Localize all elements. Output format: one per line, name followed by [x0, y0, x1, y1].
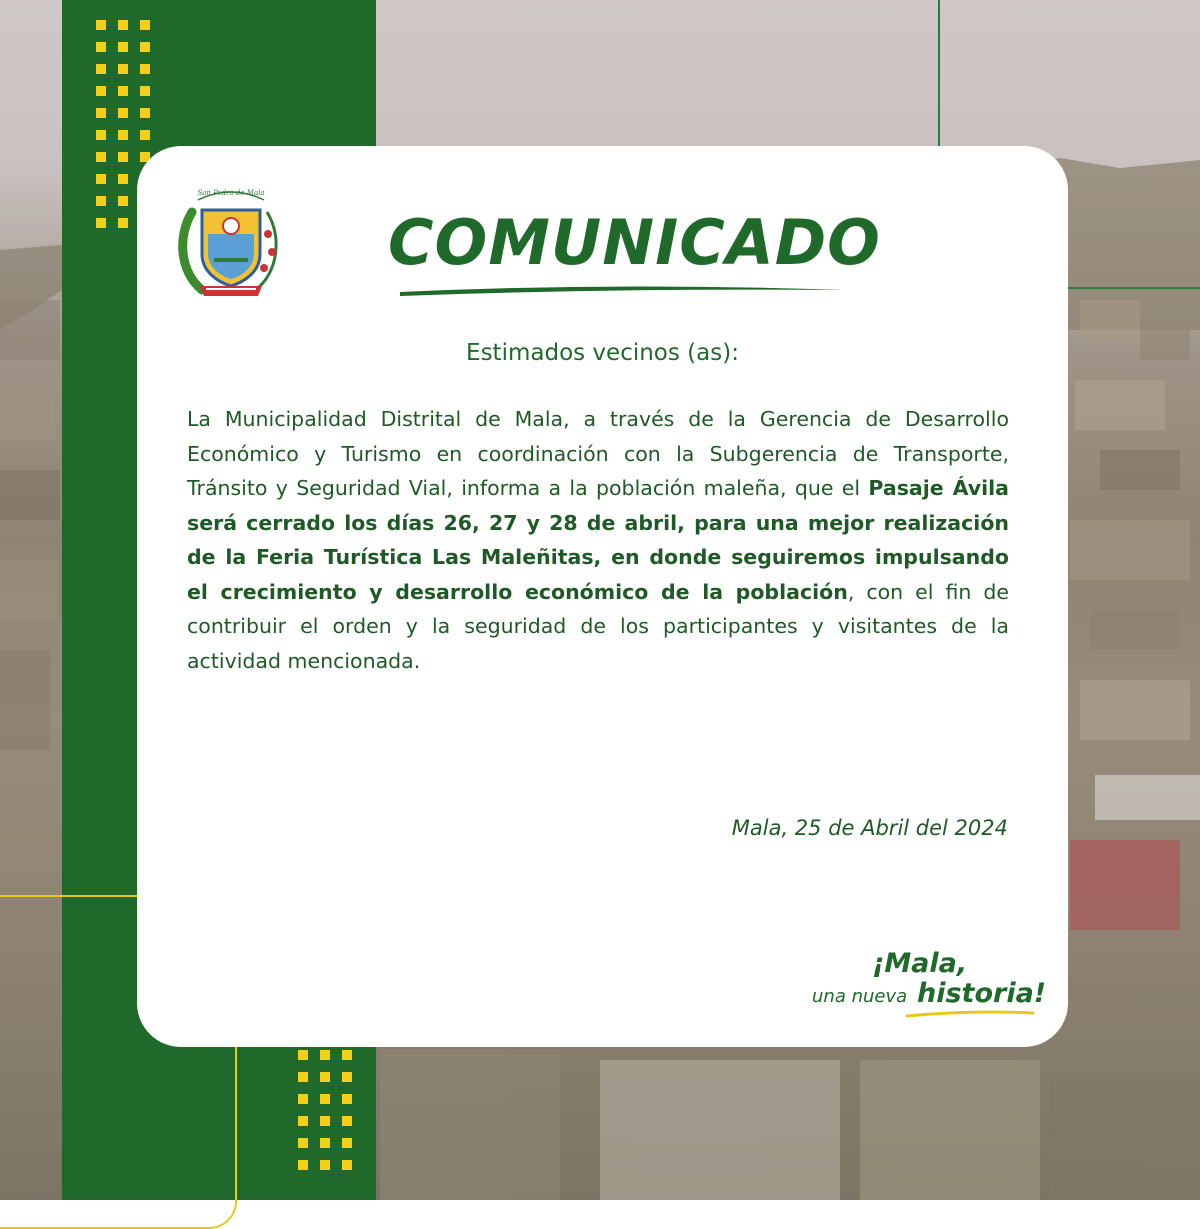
body-highlight: Pasaje Ávila será cerrado los días 26, 27 y 28 de abril, para una mejor realización de la Feria Turística Las Maleñitas, en donde seguiremos impulsando el crecimiento y desarrollo económico de la población: [187, 476, 1009, 604]
slogan-line-1: ¡Mala,: [872, 948, 968, 979]
announcement-body: [187, 402, 1009, 678]
page-title: COMUNICADO: [388, 206, 881, 279]
slogan-line-2-emphasis: historia!: [917, 978, 1047, 1009]
body-closing: , con el fin de contribuir el orden y la seguridad de los participantes y visitantes de la actividad mencionada.: [187, 579, 1009, 673]
logo-banner-text: San Pedro de Mala: [197, 189, 265, 197]
slogan-line-2-prefix: una nueva: [812, 986, 908, 1007]
slogan-underline-swoosh: [905, 1010, 1035, 1018]
title-underline-swoosh: [398, 282, 844, 298]
decorative-dots-bottom: [298, 1028, 352, 1170]
municipal-coat-of-arms-logo: [172, 182, 287, 300]
body-intro: La Municipalidad Distrital de Mala, a través de la Gerencia de Desarrollo Económico y Turismo en coordinación con la Subgerencia de Transporte, Tránsito y Seguridad Vial, informa a la población maleña, que el: [187, 407, 1009, 500]
greeting: Estimados vecinos (as):: [466, 340, 739, 366]
issue-date: Mala, 25 de Abril del 2024: [731, 816, 1008, 840]
